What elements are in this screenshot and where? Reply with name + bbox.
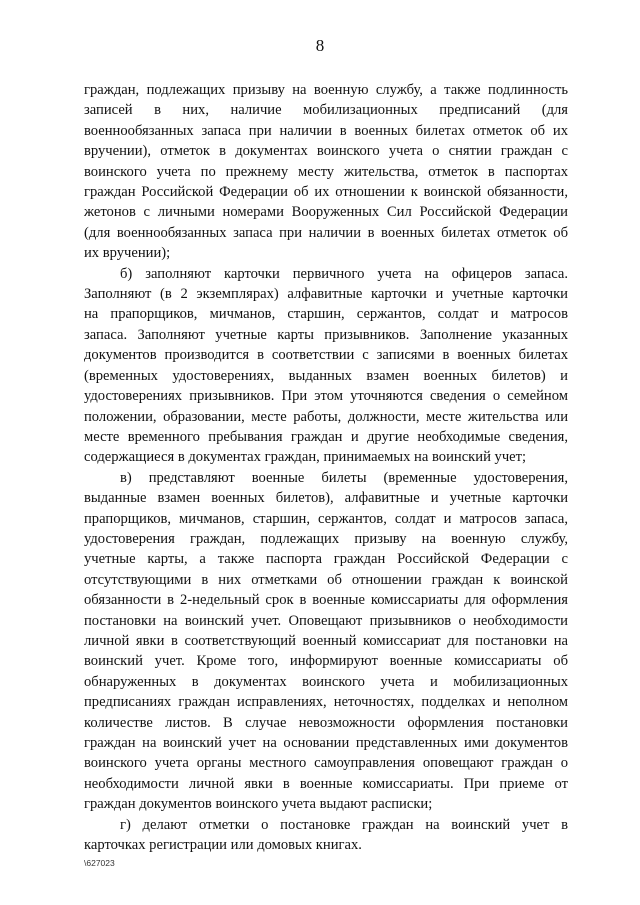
paragraph-line: граждан Российской Федерации об их отношении к воинской обязанности, [84, 184, 568, 201]
paragraph-line: удостоверения граждан, подлежащих призыву на военную службу, [84, 530, 568, 547]
paragraph-line: удостоверениях призывников. При этом уточняются сведения о семейном [84, 388, 568, 405]
body-text [84, 80, 568, 855]
paragraph-line: содержащиеся в документах граждан, принимаемых на воинский учет; [84, 449, 527, 466]
paragraph-line: предписаниях граждан исправлениях, неточностях, подделках и неполном [84, 694, 568, 711]
paragraph-line: воинский учет. Кроме того, информируют военные комиссариаты об [84, 653, 568, 670]
paragraph-line: (для военнообязанных запаса при наличии в военных билетах отметок об [84, 224, 568, 241]
paragraph-line: граждан документов воинского учета выдают расписки; [84, 796, 433, 813]
paragraph [84, 80, 568, 264]
paragraph-line: выданные взамен военных билетов), алфавитные и учетные карточки [84, 490, 568, 507]
paragraph [84, 264, 568, 468]
paragraph-line: (временных удостоверениях, выданных взамен военных билетов) и [84, 367, 568, 384]
paragraph-line: отсутствующими в них отметками об отношении граждан к воинской [84, 571, 568, 588]
paragraph-line: граждан на воинский учет на основании представленных ими документов [84, 735, 568, 751]
paragraph-line: жетонов с личными номерами Вооруженных Сил Российской Федерации [84, 204, 568, 221]
paragraph-line: месте временного пребывания граждан и другие необходимые сведения, [84, 428, 568, 445]
paragraph-line: записей в них, наличие мобилизационных предписаний (для [84, 102, 568, 119]
page-number: 8 [315, 36, 325, 55]
paragraph-line: положении, образовании, месте работы, должности, месте жительства или [84, 408, 568, 425]
paragraph [84, 468, 568, 815]
paragraph-line: воинского учета по прежнему месту жительства, отметок в паспортах [84, 163, 568, 180]
paragraph-line: военнообязанных запаса при наличии в военных билетах отметок об их [84, 122, 568, 139]
paragraph-line: в) представляют военные билеты (временные удостоверения, [120, 469, 568, 486]
paragraph-line: г) делают отметки о постановке граждан на воинский учет в [120, 816, 568, 833]
paragraph-line: личной явки в соответствующий военный комиссариат для постановки на [84, 632, 568, 649]
paragraph-line: учетные карты, а также паспорта граждан Российской Федерации с [84, 551, 568, 568]
paragraph-line: постановки на воинский учет. Оповещают призывников о необходимости [84, 612, 568, 629]
paragraph-line: прапорщиков, мичманов, старшин, сержантов, солдат и матросов запаса, [84, 510, 568, 527]
paragraph-line: количестве листов. В случае невозможности оформления постановки [84, 714, 568, 731]
paragraph-line: граждан, подлежащих призыву на военную службу, а также подлинность [84, 82, 568, 98]
paragraph-line: карточках регистрации или домовых книгах. [84, 837, 362, 854]
paragraph-line: б) заполняют карточки первичного учета на офицеров запаса. [120, 265, 568, 282]
paragraph-line: на прапорщиков, мичманов, старшин, сержантов, солдат и матросов [84, 306, 568, 323]
paragraph-line: воинского учета органы местного самоуправления оповещают граждан о [84, 755, 568, 772]
paragraph-line: обязанности в 2-недельный срок в военные комиссариаты для оформления [84, 592, 568, 609]
paragraph-line: документов производится в соответствии с записями в военных билетах [84, 347, 568, 364]
paragraph-line: обнаруженных в документах воинского учета и мобилизационных [84, 673, 568, 690]
paragraph-line: необходимости личной явки в военные комиссариаты. При приеме от [84, 775, 568, 792]
paragraph-line: запаса. Заполняют учетные карты призывников. Заполнение указанных [84, 326, 568, 343]
paragraph [84, 815, 568, 856]
footer-document-code: \627023 [84, 858, 115, 868]
paragraph-line: вручении), отметок в документах воинского учета о снятии граждан с [84, 143, 568, 160]
paragraph-line: их вручении); [84, 245, 171, 262]
paragraph-line: Заполняют (в 2 экземплярах) алфавитные карточки и учетные карточки [84, 286, 568, 303]
